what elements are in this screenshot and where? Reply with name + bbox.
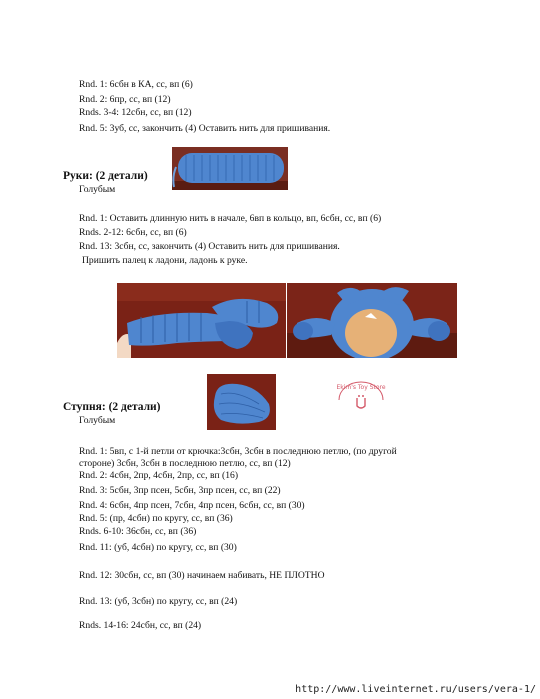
arm-photo — [172, 147, 288, 190]
round-line: Rnd. 1: 6сбн в КА, сс, вп (6) — [79, 79, 193, 90]
toy-body-photo — [287, 283, 457, 358]
round-line: Rnd. 1: Оставить длинную нить в начале, 6вп в кольцо, вп, 6сбн, сс, вп (6) — [79, 213, 382, 224]
instruction-line: Пришить палец к ладони, ладонь к руке. — [82, 255, 248, 266]
round-line: Rnd. 5: 3уб, сс, закончить (4) Оставить нить для пришивания. — [79, 123, 331, 134]
source-url-watermark: http://www.liveinternet.ru/users/vera-1/ — [295, 684, 536, 695]
feet-color: Голубым — [79, 415, 116, 426]
round-line: Rnd. 1: 5вп, с 1-й петли от крючка:3сбн, 3сбн в последнюю петлю, (по другой — [79, 446, 397, 457]
round-line: Rnd. 4: 6сбн, 4пр псен, 7сбн, 4пр псен, 6сбн, сс, вп (30) — [79, 500, 305, 511]
round-line: Rnds. 2-12: 6сбн, сс, вп (6) — [79, 227, 187, 238]
arm-with-finger-photo — [117, 283, 286, 358]
crochet-arm-finger-image — [117, 283, 286, 358]
stamp-logo-icon — [331, 376, 391, 414]
arms-color: Голубым — [79, 184, 116, 195]
crochet-foot-image — [207, 374, 276, 430]
store-stamp — [331, 376, 391, 414]
round-line: Rnd. 3: 5сбн, 3пр псен, 5сбн, 3пр псен, сс, вп (22) — [79, 485, 281, 496]
round-line: Rnd. 11: (уб, 4сбн) по кругу, сс, вп (30) — [79, 542, 237, 553]
crochet-toy-body-image — [287, 283, 457, 358]
round-line: Rnd. 5: (пр, 4сбн) по кругу, сс, вп (36) — [79, 513, 233, 524]
feet-heading: Ступня: (2 детали) — [63, 401, 161, 413]
round-line: Rnd. 2: 4сбн, 2пр, 4сбн, 2пр, сс, вп (16) — [79, 470, 239, 481]
crochet-arm-image — [172, 147, 288, 190]
arms-heading: Руки: (2 детали) — [63, 170, 148, 182]
round-line: Rnds. 14-16: 24сбн, сс, вп (24) — [79, 620, 202, 631]
foot-photo — [207, 374, 276, 430]
stamp-text: Ekim's Toy Store — [336, 384, 386, 391]
round-line: Rnds. 3-4: 12сбн, сс, вп (12) — [79, 107, 192, 118]
round-line: Rnd. 13: (уб, 3сбн) по кругу, сс, вп (24) — [79, 596, 238, 607]
round-line: Rnds. 6-10: 36сбн, сс, вп (36) — [79, 526, 197, 537]
round-line: Rnd. 13: 3сбн, сс, закончить (4) Оставить нить для пришивания. — [79, 241, 340, 252]
round-line: Rnd. 12: 30сбн, сс, вп (30) начинаем набивать, НЕ ПЛОТНО — [79, 570, 325, 581]
round-line: стороне) 3сбн, 3сбн в последнюю петлю, сс, вп (12) — [79, 458, 291, 469]
round-line: Rnd. 2: 6пр, сс, вп (12) — [79, 94, 171, 105]
